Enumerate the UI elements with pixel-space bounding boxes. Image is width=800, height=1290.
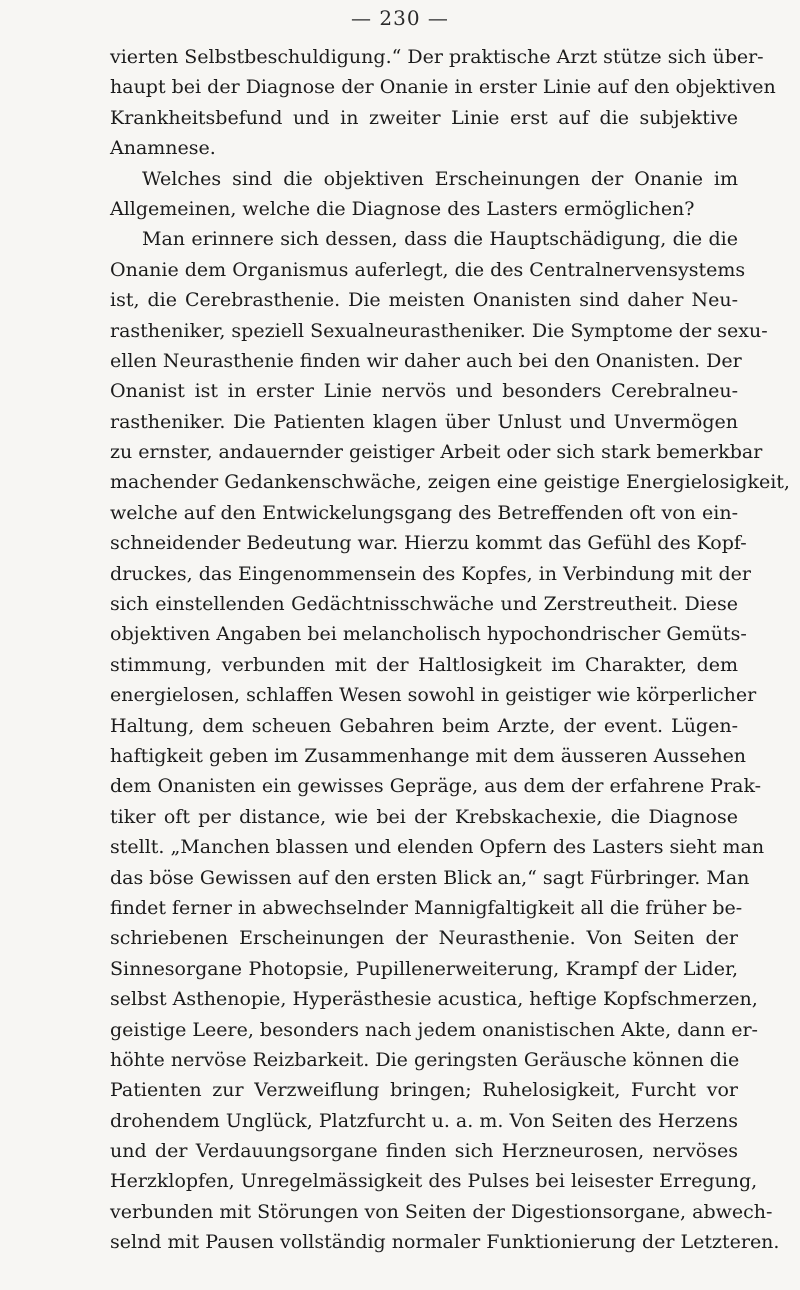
- text-line: verbunden mit Störungen von Seiten der Digestionsorgane, abwech-: [110, 1200, 773, 1223]
- text-line: energielosen, schlaffen Wesen sowohl in geistiger wie körperlicher: [110, 684, 757, 707]
- text-line: druckes, das Eingenommensein des Kopfes, in Verbindung mit der: [110, 562, 751, 585]
- text-line: rastheniker, speziell Sexualneurastheniker. Die Symptome der sexu-: [110, 319, 768, 342]
- text-line: geistige Leere, besonders nach jedem onanistischen Akte, dann er-: [110, 1018, 758, 1041]
- text-line: stimmung, verbunden mit der Haltlosigkeit im Charakter, dem: [110, 653, 738, 676]
- text-line: drohendem Unglück, Platzfurcht u. a. m. Von Seiten des Herzens: [110, 1109, 738, 1132]
- text-line: tiker oft per distance, wie bei der Krebskachexie, die Diagnose: [110, 805, 738, 828]
- text-line: schneidender Bedeutung war. Hierzu kommt das Gefühl des Kopf-: [110, 532, 747, 555]
- text-line: Welches sind die objektiven Erscheinungen der Onanie im: [142, 167, 738, 190]
- text-line: welche auf den Entwickelungsgang des Betreffenden oft von ein-: [110, 501, 738, 524]
- text-line: vierten Selbstbeschuldigung.“ Der praktische Arzt stütze sich über-: [110, 46, 764, 68]
- text-line: haupt bei der Diagnose der Onanie in erster Linie auf den objektiven: [110, 76, 776, 99]
- text-line: Onanist ist in erster Linie nervös und besonders Cerebralneu-: [110, 380, 738, 403]
- paragraph: [110, 42, 776, 164]
- text-line: sich einstellenden Gedächtnisschwäche und Zerstreutheit. Diese: [110, 593, 738, 616]
- paragraph: [110, 224, 790, 1257]
- paragraph: [110, 164, 738, 225]
- text-line: Allgemeinen, welche die Diagnose des Lasters ermöglichen?: [110, 197, 695, 220]
- body-text: [110, 42, 790, 1258]
- text-line: stellt. „Manchen blassen und elenden Opfern des Lasters sieht man: [110, 836, 765, 859]
- text-line: Sinnesorgane Photopsie, Pupillenerweiterung, Krampf der Lider,: [110, 957, 738, 980]
- text-line: ellen Neurasthenie finden wir daher auch bei den Onanisten. Der: [110, 349, 742, 372]
- text-line: höhte nervöse Reizbarkeit. Die geringsten Geräusche können die: [110, 1048, 740, 1071]
- text-line: Man erinnere sich dessen, dass die Hauptschädigung, die die: [142, 228, 738, 251]
- text-line: Onanie dem Organismus auferlegt, die des Centralnervensystems: [110, 258, 746, 281]
- page-number: — 230 —: [351, 6, 449, 30]
- text-line: zu ernster, andauernder geistiger Arbeit oder sich stark bemerkbar: [110, 441, 763, 464]
- text-line: machender Gedankenschwäche, zeigen eine geistige Energielosigkeit,: [110, 471, 790, 494]
- text-line: selnd mit Pausen vollständig normaler Funktionierung der Letzteren.: [110, 1231, 780, 1254]
- text-line: Herzklopfen, Unregelmässigkeit des Pulses bei leisester Erregung,: [110, 1170, 758, 1193]
- text-line: dem Onanisten ein gewisses Gepräge, aus dem der erfahrene Prak-: [110, 775, 762, 798]
- text-line: das böse Gewissen auf den ersten Blick an,“ sagt Fürbringer. Man: [110, 866, 750, 889]
- text-line: Haltung, dem scheuen Gebahren beim Arzte, der event. Lügen-: [110, 714, 738, 737]
- text-line: selbst Asthenopie, Hyperästhesie acustica, heftige Kopfschmerzen,: [110, 988, 758, 1011]
- text-line: haftigkeit geben im Zusammenhange mit dem äusseren Aussehen: [110, 744, 747, 767]
- text-line: ist, die Cerebrasthenie. Die meisten Onanisten sind daher Neu-: [110, 289, 738, 312]
- text-line: Anamnese.: [110, 137, 216, 160]
- text-line: schriebenen Erscheinungen der Neurasthenie. Von Seiten der: [110, 927, 738, 950]
- text-line: findet ferner in abwechselnder Mannigfaltigkeit all die früher be-: [110, 896, 743, 919]
- text-line: und der Verdauungsorgane finden sich Herzneurosen, nervöses: [110, 1140, 738, 1163]
- text-line: objektiven Angaben bei melancholisch hypochondrischer Gemüts-: [110, 623, 747, 646]
- text-line: Patienten zur Verzweiflung bringen; Ruhelosigkeit, Furcht vor: [110, 1079, 738, 1102]
- text-line: rastheniker. Die Patienten klagen über Unlust und Unvermögen: [110, 410, 738, 433]
- text-line: Krankheitsbefund und in zweiter Linie erst auf die subjektive: [110, 106, 738, 129]
